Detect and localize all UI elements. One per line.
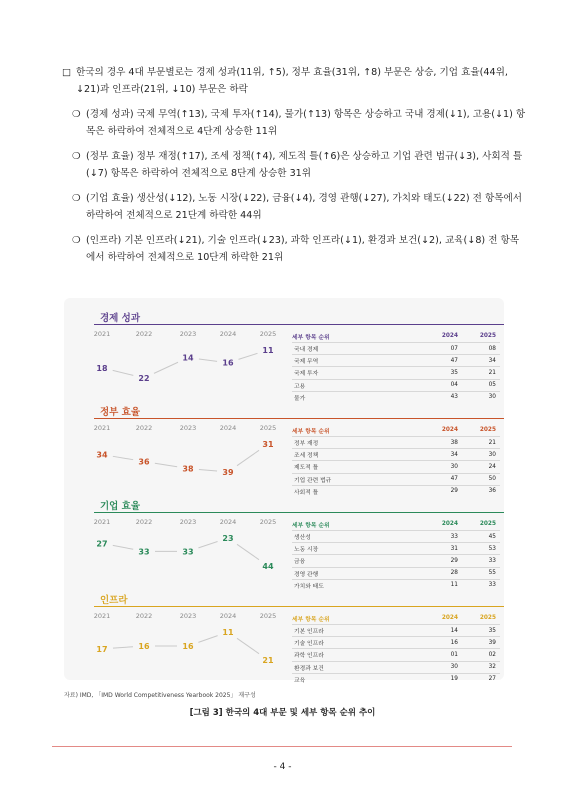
table-header: [292, 518, 500, 530]
table-cell: 43: [450, 394, 458, 401]
line-chart: [64, 400, 289, 490]
data-point-label: 38: [182, 464, 194, 474]
series-segment: [155, 463, 177, 467]
data-point-label: 16: [222, 358, 234, 368]
table-cell: 21: [488, 439, 496, 446]
table-cell: 33: [488, 582, 496, 589]
table-cell: 28: [450, 570, 458, 577]
table-cell: 29: [450, 557, 458, 564]
data-point-label: 16: [138, 642, 150, 651]
header-cell: 2025: [479, 521, 496, 527]
series-segment: [198, 541, 217, 547]
data-point-label: 16: [182, 642, 194, 651]
table-cell: 24: [488, 463, 496, 470]
table-row: [292, 379, 500, 391]
table-cell: 노동 시장: [294, 547, 319, 554]
table-cell: 30: [488, 451, 496, 458]
chart-panel: [64, 400, 504, 496]
table-row: [292, 673, 500, 685]
line-chart: [64, 494, 289, 584]
header-cell: 세부 항목 순위: [292, 522, 330, 529]
data-point-label: 31: [262, 440, 274, 449]
table-cell: 55: [488, 570, 496, 577]
x-tick-label: 2023: [179, 330, 197, 338]
paragraph-text: (경제 성과) 국제 무역(↑13), 국제 투자(↑14), 물가(↑13) 항목은 상승하고 국내 경제(↓1), 고용(↓1) 항목은 하락하여 전체적으로 4단계 상승한 11위: [86, 109, 526, 137]
table-cell: 31: [450, 545, 458, 552]
table-cell: 35: [488, 627, 496, 634]
table-cell: 가치와 태도: [294, 583, 324, 590]
table-cell: 07: [450, 345, 458, 352]
table-header: [292, 330, 500, 342]
series-segment: [199, 359, 217, 361]
data-point-label: 27: [96, 539, 108, 549]
table-row: [292, 473, 500, 485]
x-tick-label: 2022: [135, 612, 153, 620]
table-cell: 기본 인프라: [294, 629, 324, 636]
table-cell: 29: [450, 488, 458, 495]
x-tick-label: 2022: [135, 424, 153, 432]
table-cell: 47: [450, 476, 458, 483]
table-row: [292, 460, 500, 472]
table-cell: 30: [450, 664, 458, 671]
data-point-label: 44: [262, 562, 274, 571]
header-cell: 2025: [479, 427, 496, 433]
table-cell: 39: [488, 639, 496, 646]
figure-source: 자료) IMD, 「IMD World Competitiveness Yearbook 2025」 재구성: [64, 692, 256, 699]
x-tick-label: 2024: [219, 518, 237, 526]
table-cell: 국제 투자: [294, 371, 319, 378]
data-point-label: 14: [182, 353, 194, 363]
body-text: [62, 64, 527, 274]
x-tick-label: 2024: [219, 330, 237, 338]
circle-bullet-icon: ❍: [72, 235, 81, 246]
data-point-label: 33: [138, 547, 150, 557]
table-cell: 국내 경제: [294, 347, 319, 354]
table-row: [292, 567, 500, 579]
table-cell: 조세 정책: [294, 453, 319, 460]
table-cell: 국제 무역: [294, 359, 319, 366]
table-cell: 생산성: [294, 535, 311, 542]
table-row: [292, 530, 500, 542]
table-row: [292, 342, 500, 354]
table-cell: 기업 관련 법규: [294, 477, 332, 484]
paragraph: [62, 106, 527, 140]
circle-bullet-icon: ❍: [72, 151, 81, 162]
table-cell: 11: [450, 582, 458, 589]
x-tick-label: 2024: [219, 424, 237, 432]
table-header: [292, 424, 500, 436]
header-cell: 세부 항목 순위: [292, 428, 330, 435]
chart-title: 경제 성과: [100, 313, 141, 324]
header-cell: 2024: [441, 333, 458, 339]
x-tick-label: 2023: [179, 612, 197, 620]
table-cell: 33: [450, 533, 458, 540]
data-point-label: 33: [182, 547, 194, 557]
table-row: [292, 436, 500, 448]
table-cell: 45: [488, 533, 496, 540]
paragraph-text: (정부 효율) 정부 재정(↑17), 조세 정책(↑4), 제도적 틀(↑6)은 상승하고 기업 관련 법규(↓3), 사회적 틀(↓7) 항목은 하락하여 전체적으로 8단계 상승한 31위: [86, 151, 523, 179]
table-cell: 사회적 틀: [294, 489, 319, 496]
x-tick-label: 2025: [259, 424, 277, 432]
line-chart: [64, 588, 289, 678]
detail-table: [292, 424, 500, 497]
header-cell: 2024: [441, 427, 458, 433]
series-segment: [237, 544, 259, 559]
x-tick-label: 2025: [259, 330, 277, 338]
series-segment: [237, 450, 259, 465]
page-number: - 4 -: [273, 762, 292, 772]
table-header: [292, 612, 500, 624]
data-point-label: 18: [96, 363, 108, 373]
series-segment: [113, 647, 133, 648]
table-cell: 21: [488, 369, 496, 376]
table-cell: 33: [488, 557, 496, 564]
chart-panel: [64, 588, 504, 684]
series-segment: [113, 370, 134, 375]
x-tick-label: 2023: [179, 518, 197, 526]
header-cell: 2024: [441, 521, 458, 527]
table-cell: 환경과 보건: [294, 665, 324, 672]
table-row: [292, 354, 500, 366]
table-cell: 물가: [294, 395, 306, 402]
x-tick-label: 2021: [93, 424, 111, 432]
table-cell: 50: [488, 476, 496, 483]
table-cell: 27: [488, 676, 496, 683]
paragraph-text: 한국의 경우 4대 부문별로는 경제 성과(11위, ↑5), 정부 효율(31위, ↑8) 부문은 상승, 기업 효율(44위, ↓21)과 인프라(21위, ↓10) 부문은 하락: [76, 67, 508, 95]
paragraph: [62, 190, 527, 224]
x-tick-label: 2023: [179, 424, 197, 432]
chart-title: 기업 효율: [100, 501, 141, 512]
table-cell: 정부 재정: [294, 441, 319, 448]
chart-title: 인프라: [100, 595, 128, 606]
chart-title: 정부 효율: [100, 407, 141, 418]
series-segment: [199, 469, 217, 471]
table-cell: 고용: [294, 383, 306, 390]
ranking-figure: [64, 298, 504, 684]
table-row: [292, 542, 500, 554]
table-cell: 05: [488, 382, 496, 389]
table-cell: 47: [450, 357, 458, 364]
table-cell: 53: [488, 545, 496, 552]
table-cell: 기술 인프라: [294, 641, 324, 648]
table-cell: 34: [488, 357, 496, 364]
data-point-label: 11: [262, 346, 274, 355]
series-segment: [238, 353, 257, 359]
data-point-label: 11: [222, 628, 234, 637]
series-segment: [198, 636, 217, 643]
table-row: [292, 661, 500, 673]
x-tick-label: 2024: [219, 612, 237, 620]
header-cell: 세부 항목 순위: [292, 334, 330, 341]
square-bullet-icon: □: [62, 67, 72, 78]
detail-table: [292, 612, 500, 685]
line-chart: [64, 306, 289, 396]
table-cell: 34: [450, 451, 458, 458]
x-tick-label: 2021: [93, 518, 111, 526]
circle-bullet-icon: ❍: [72, 193, 81, 204]
table-row: [292, 554, 500, 566]
data-point-label: 17: [96, 644, 108, 654]
data-point-label: 39: [222, 468, 234, 477]
paragraph-text: (인프라) 기본 인프라(↓21), 기술 인프라(↓23), 과학 인프라(↓1), 환경과 보건(↓2), 교육(↓8) 전 항목에서 하락하여 전체적으로 10단계 하락한 21위: [86, 235, 520, 263]
table-row: [292, 648, 500, 660]
table-cell: 19: [450, 676, 458, 683]
table-cell: 16: [450, 639, 458, 646]
series-segment: [113, 545, 133, 549]
table-cell: 30: [488, 394, 496, 401]
table-cell: 01: [450, 651, 458, 658]
table-cell: 36: [488, 488, 496, 495]
table-cell: 제도적 틀: [294, 465, 319, 472]
circle-bullet-icon: ❍: [72, 109, 81, 120]
x-tick-label: 2021: [93, 612, 111, 620]
paragraph: [62, 148, 527, 182]
table-row: [292, 624, 500, 636]
paragraph-text: (기업 효율) 생산성(↓12), 노동 시장(↓22), 금융(↓4), 경영 관행(↓27), 가치와 태도(↓22) 전 항목에서 하락하여 전체적으로 21단계 하락한 44위: [86, 193, 523, 221]
series-segment: [154, 362, 178, 373]
table-cell: 32: [488, 664, 496, 671]
detail-table: [292, 330, 500, 403]
x-tick-label: 2025: [259, 518, 277, 526]
footer-divider: [52, 746, 512, 747]
table-cell: 38: [450, 439, 458, 446]
figure-caption: [그림 3] 한국의 4대 부문 및 세부 항목 순위 추이: [189, 708, 376, 718]
table-cell: 금융: [294, 559, 306, 566]
chart-panel: [64, 494, 504, 590]
table-cell: 14: [450, 627, 458, 634]
series-segment: [113, 456, 133, 459]
table-cell: 08: [488, 345, 496, 352]
table-cell: 30: [450, 463, 458, 470]
series-segment: [237, 638, 259, 653]
detail-table: [292, 518, 500, 591]
table-cell: 과학 인프라: [294, 653, 324, 660]
data-point-label: 21: [262, 656, 274, 665]
data-point-label: 23: [222, 534, 234, 543]
data-point-label: 22: [138, 374, 150, 383]
chart-panel: [64, 306, 504, 402]
table-row: [292, 636, 500, 648]
table-cell: 경영 관행: [294, 571, 319, 578]
header-cell: 2025: [479, 333, 496, 339]
x-tick-label: 2021: [93, 330, 111, 338]
header-cell: 2025: [479, 615, 496, 621]
data-point-label: 36: [138, 457, 150, 467]
paragraph: [62, 232, 527, 266]
table-cell: 04: [450, 382, 458, 389]
x-tick-label: 2022: [135, 330, 153, 338]
x-tick-label: 2022: [135, 518, 153, 526]
header-cell: 세부 항목 순위: [292, 616, 330, 623]
data-point-label: 34: [96, 450, 108, 460]
x-tick-label: 2025: [259, 612, 277, 620]
table-row: [292, 366, 500, 378]
table-cell: 교육: [294, 677, 306, 684]
table-cell: 02: [488, 651, 496, 658]
paragraph: [62, 64, 527, 98]
table-cell: 35: [450, 369, 458, 376]
table-row: [292, 448, 500, 460]
header-cell: 2024: [441, 615, 458, 621]
